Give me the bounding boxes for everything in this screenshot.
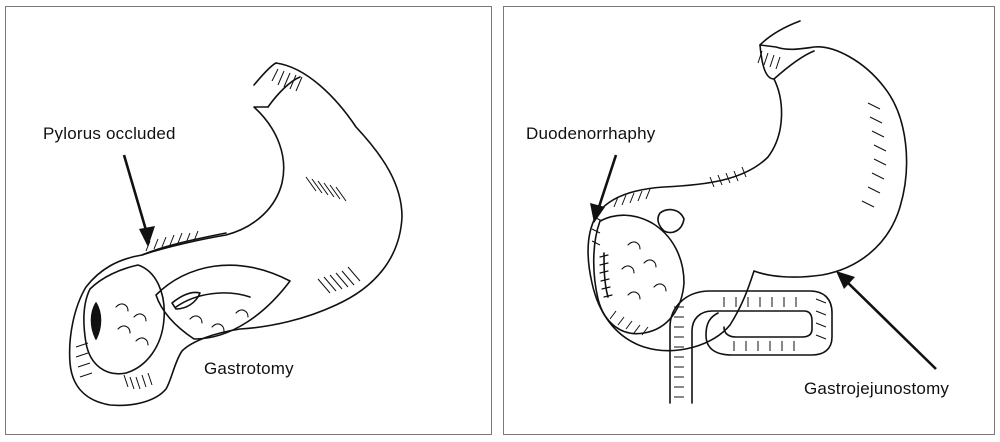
right-stomach-outline [588, 45, 906, 351]
right-duodenorrhaphy-arrow [590, 155, 616, 223]
right-suture-line [604, 253, 608, 297]
gastrojejunostomy-label: Gastrojejunostomy [804, 379, 950, 398]
left-esophagus [254, 63, 276, 85]
left-pylorus-arrow [124, 155, 155, 247]
right-gastrojejunostomy-arrow [836, 271, 936, 369]
duodenorrhaphy-label: Duodenorrhaphy [526, 124, 656, 143]
right-stomach-illustration [504, 7, 996, 436]
right-esophagus-inner [774, 51, 814, 79]
left-stomach-outline [70, 63, 402, 405]
right-esophagus [760, 21, 800, 45]
right-panel-gastrojejunostomy [503, 6, 995, 435]
left-panel-pylorus-occlusion [5, 6, 492, 435]
pylorus-occluded-label: Pylorus occluded [43, 124, 176, 143]
gastrotomy-label: Gastrotomy [204, 359, 294, 378]
left-hatching [76, 69, 360, 389]
left-esophagus-inner [268, 77, 300, 107]
right-jejunal-loop-inner [692, 311, 812, 403]
left-pyloric-lumen [92, 303, 101, 339]
right-hatching [592, 51, 886, 397]
